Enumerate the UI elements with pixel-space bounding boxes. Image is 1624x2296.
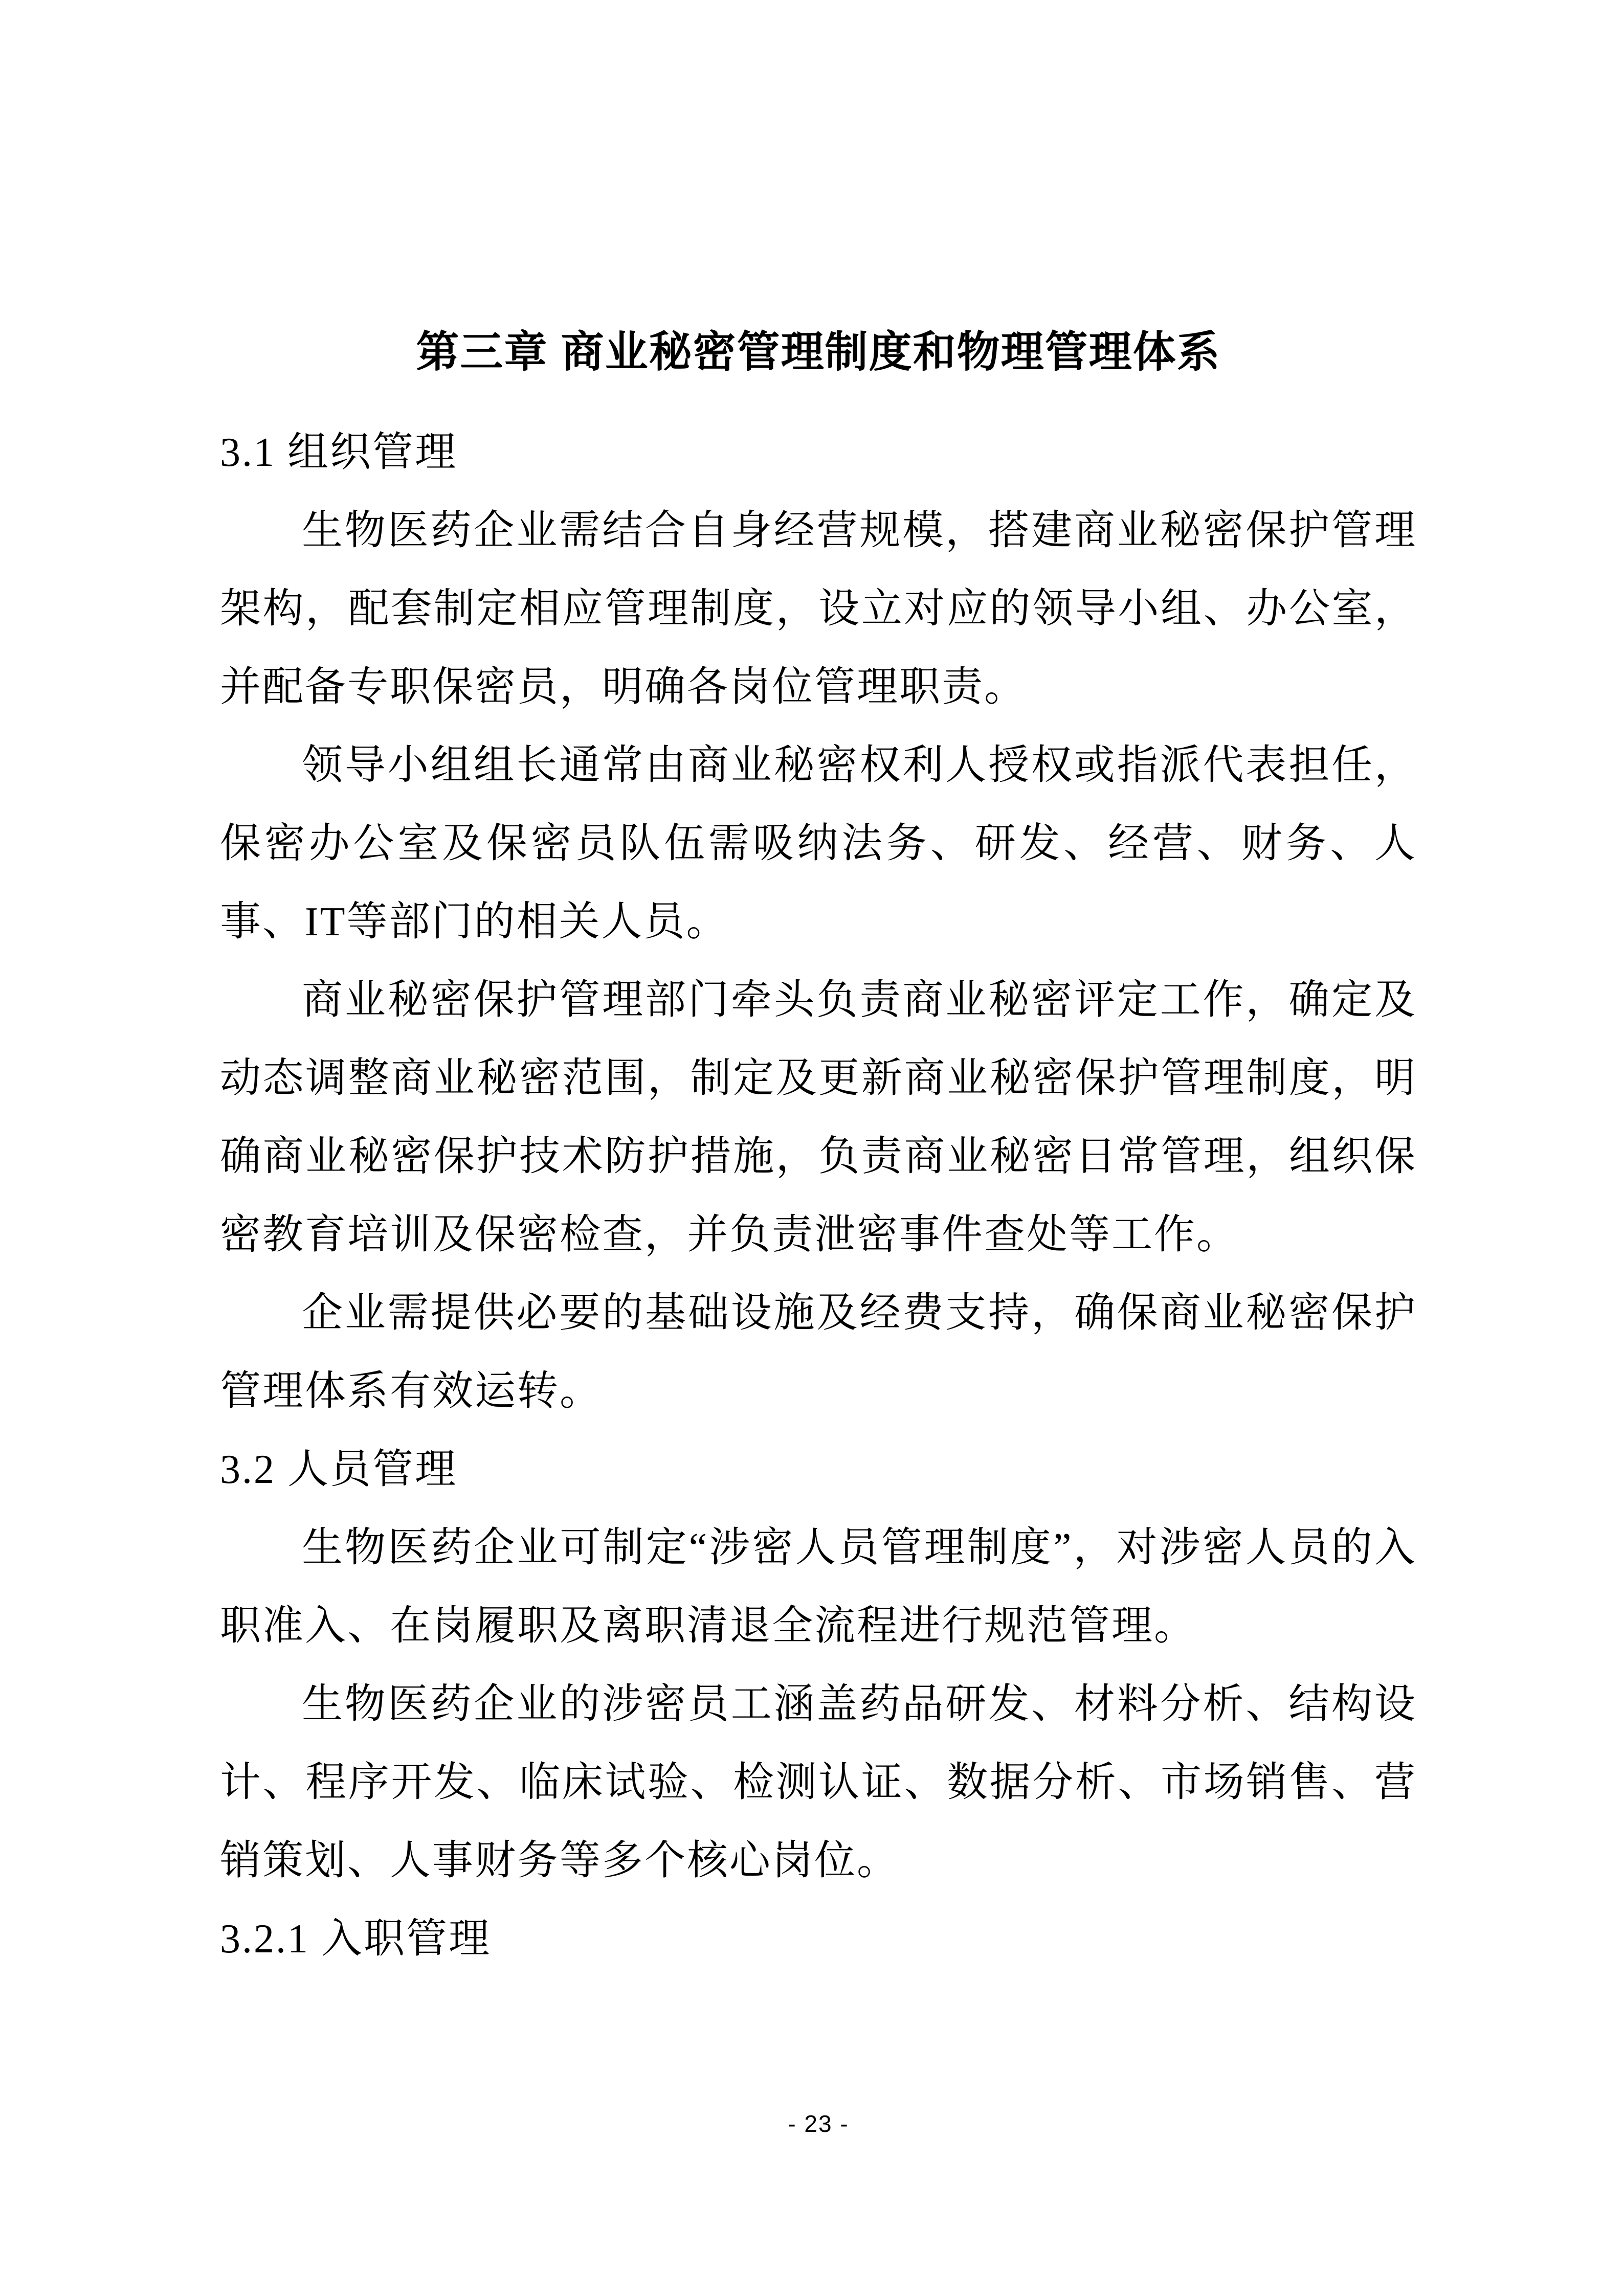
section-heading-3-2: 3.2 人员管理 (220, 1447, 457, 1492)
chapter-title: 第三章 商业秘密管理制度和物理管理体系 (416, 328, 1221, 376)
document-content (220, 0, 1417, 1978)
paragraph: 生物医药企业需结合自身经营规模，搭建商业秘密保护管理架构，配套制定相应管理制度，设立对应的领导小组、办公室，并配备专职保密员，明确各岗位管理职责。 (220, 508, 1417, 710)
paragraph: 生物医药企业可制定“涉密人员管理制度”，对涉密人员的入职准入、在岗履职及离职清退全流程进行规范管理。 (220, 1525, 1417, 1649)
page-number: - 23 - (788, 2110, 849, 2137)
section-heading-3-2-1: 3.2.1 入职管理 (220, 1917, 491, 1962)
section-heading-3-1: 3.1 组织管理 (220, 430, 457, 475)
paragraph: 生物医药企业的涉密员工涵盖药品研发、材料分析、结构设计、程序开发、临床试验、检测认证、数据分析、市场销售、营销策划、人事财务等多个核心岗位。 (220, 1682, 1417, 1883)
paragraph: 企业需提供必要的基础设施及经费支持，确保商业秘密保护管理体系有效运转。 (220, 1291, 1417, 1414)
paragraph: 商业秘密保护管理部门牵头负责商业秘密评定工作，确定及动态调整商业秘密范围，制定及更新商业秘密保护管理制度，明确商业秘密保护技术防护措施，负责商业秘密日常管理，组织保密教育培训及保密检查，并负责泄密事件查处等工作。 (220, 978, 1417, 1257)
paragraph: 领导小组组长通常由商业秘密权利人授权或指派代表担任，保密办公室及保密员队伍需吸纳法务、研发、经营、财务、人事、IT等部门的相关人员。 (220, 743, 1417, 944)
